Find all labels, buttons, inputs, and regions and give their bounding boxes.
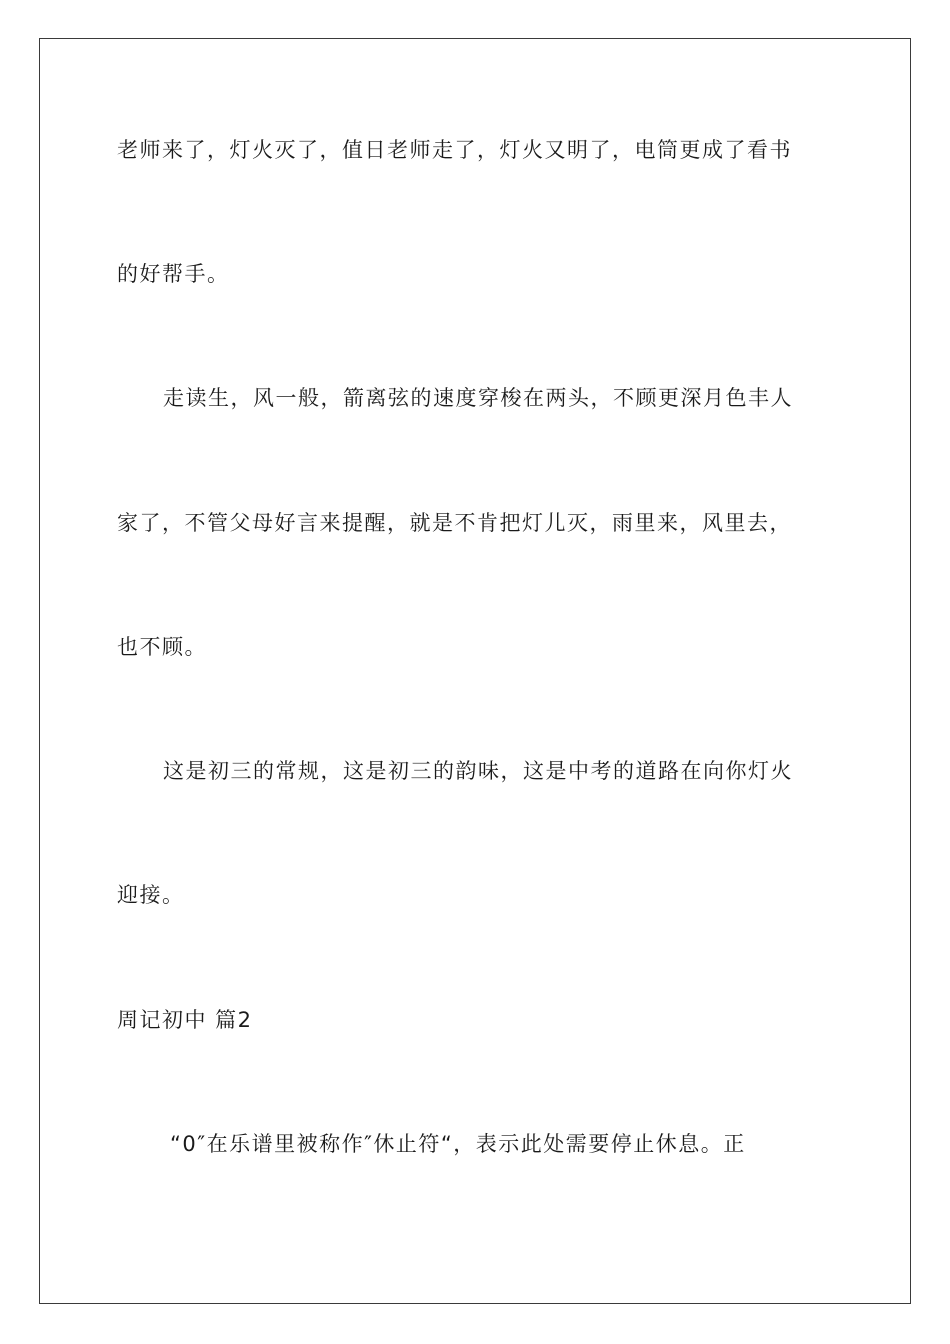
paragraph-line-3: 走读生，风一般，箭离弦的速度穿梭在两头，不顾更深月色丰人 (163, 386, 793, 410)
section-heading: 周记初中 篇2 (117, 1008, 253, 1032)
paragraph-line-6: 这是初三的常规，这是初三的韵味，这是中考的道路在向你灯火 (163, 759, 793, 783)
paragraph-line-1: 老师来了，灯火灭了，值日老师走了，灯火又明了，电筒更成了看书 (117, 138, 792, 162)
paragraph-line-5: 也不顾。 (117, 635, 207, 659)
page-border (39, 38, 911, 1304)
paragraph-line-9: “0″在乐谱里被称作″休止符“，表示此处需要停止休息。正 (170, 1132, 746, 1156)
paragraph-line-4: 家了，不管父母好言来提醒，就是不肯把灯儿灭，雨里来，风里去， (117, 511, 792, 535)
paragraph-line-7: 迎接。 (117, 883, 185, 907)
paragraph-line-2: 的好帮手。 (117, 262, 230, 286)
